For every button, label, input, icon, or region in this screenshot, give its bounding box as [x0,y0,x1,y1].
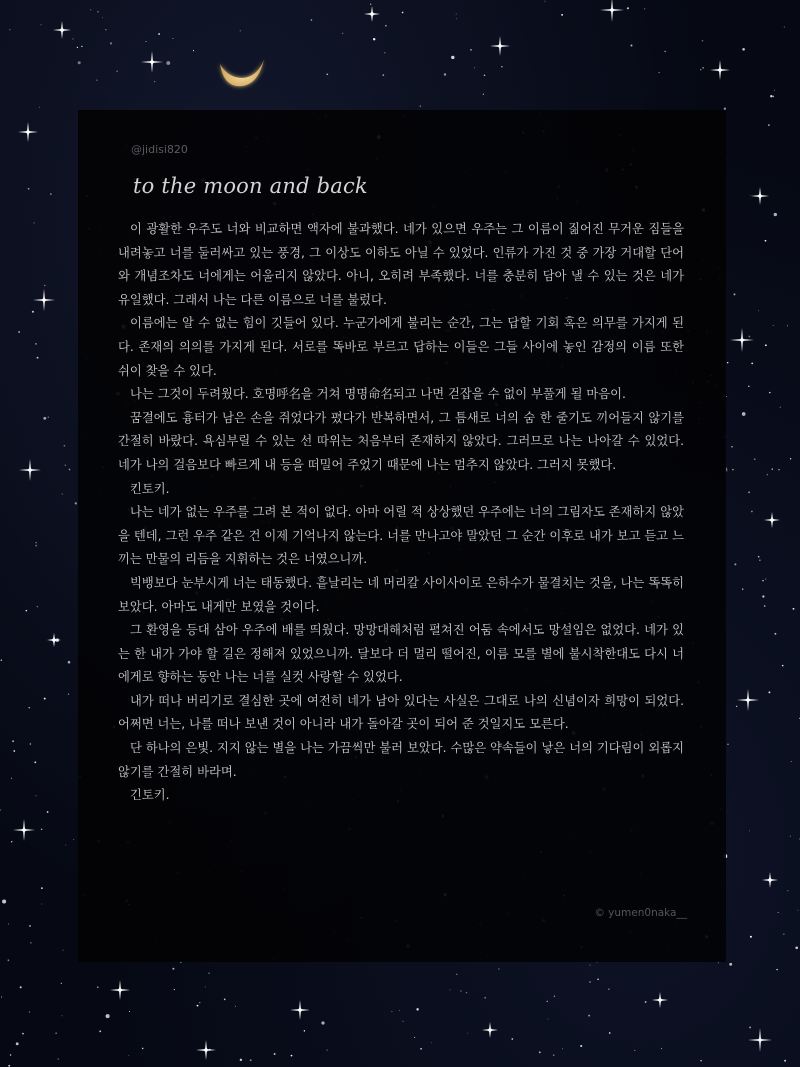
star [41,904,42,905]
image-credit: © yumen0naka__ [594,907,687,919]
star [580,1045,582,1047]
star [765,240,767,242]
star [732,469,734,471]
star [758,556,760,558]
star [61,983,62,984]
star-sparkle-icon [47,633,61,647]
star [456,13,457,14]
star [62,494,63,495]
star [197,1005,199,1007]
star [597,978,599,980]
star [444,73,446,75]
star [751,511,753,513]
star [250,1059,252,1061]
star [64,445,66,447]
star [145,41,146,42]
star [205,986,206,987]
star-sparkle-icon [364,6,380,22]
star [782,665,784,667]
star [370,4,371,5]
paragraph-7: 빅뱅보다 눈부시게 너는 태동했다. 흩날리는 네 머리칼 사이사이로 은하수가 물결치는 것을, 나는 똑똑히 보았다. 아마도 내게만 보였을 것이다. [118,575,684,614]
star [63,950,64,951]
star-sparkle-icon [737,689,759,711]
star [208,972,210,974]
star-sparkle-icon [141,51,163,73]
star [75,502,77,504]
star [700,69,702,71]
star-sparkle-icon [652,992,668,1008]
star [65,465,66,466]
paragraph-3: 나는 그것이 두려웠다. 호명呼名을 거쳐 명명命名되고 나면 걷잡을 수 없이 부풀게 될 마음이. [130,387,626,402]
star [342,33,343,34]
star [32,311,34,313]
star [50,193,51,194]
star [327,1050,328,1051]
star [718,962,719,963]
star [467,1033,468,1034]
star [634,1050,635,1051]
star-sparkle-icon [748,1028,772,1052]
star [742,412,746,416]
star [43,417,46,420]
star [29,925,31,927]
star [466,992,468,994]
star [30,743,32,745]
star [765,578,766,579]
star [769,392,770,393]
star [589,981,590,982]
star [754,458,756,460]
star [8,1065,10,1067]
star [742,48,745,51]
star [608,988,609,989]
star [450,989,451,990]
star [661,1048,662,1049]
star [391,1011,392,1012]
star [128,1055,129,1056]
star-sparkle-icon [710,60,730,80]
star [235,1006,236,1007]
star [420,105,422,107]
star [748,336,750,338]
star [736,706,737,707]
star [174,989,175,990]
star-sparkle-icon [33,289,55,311]
star [768,124,769,125]
star [106,1014,110,1018]
star [416,1008,418,1010]
star [631,45,633,47]
star [311,19,313,21]
star [240,30,241,31]
star [35,343,36,344]
star [68,661,71,664]
star [561,14,563,16]
star [460,990,461,991]
star [12,740,14,742]
paragraph-1: 이 광활한 우주도 너와 비교하면 액자에 불과했다. 네가 있으면 우주는 그 이름이 짊어진 무거운 짐들을 내려놓고 너를 둘러싸고 있는 풍경, 그 이상도 이하도 아닐 수 있었다. 인류가 가진 것 중 가장 거대할 단어와 개념조차도 너에게는 어울리지 않았다. 아니, 오히려 부족했다. 너를 충분히 담아 낼 수 있는 것은 네가 유일했다. 그래서 나는 다른 이름으로 너를 불렀다. [118,222,684,307]
star [778,912,779,913]
star [431,1042,432,1043]
star [65,845,66,846]
star [768,691,770,693]
star-sparkle-icon [18,122,38,142]
star [73,839,74,840]
star [22,1033,24,1035]
star [776,969,777,970]
star [748,491,750,493]
star [99,1030,101,1032]
story-body [118,218,684,808]
star [1,659,2,660]
star [26,610,28,612]
star [778,469,779,470]
star [498,969,499,970]
star [110,42,112,44]
star [41,829,42,830]
star [11,778,12,779]
star [588,1015,590,1017]
star [274,1053,276,1055]
star [326,73,328,75]
star [0,810,1,811]
star [797,910,798,911]
star [166,61,170,65]
star [44,698,46,700]
paragraph-10: 단 하나의 은빛. 지지 않는 별을 나는 가끔씩만 불러 보았다. 수많은 약속들이 낳은 너의 기다림이 외롭지 않기를 간절히 바라며. [118,741,684,779]
star [158,33,160,35]
star [759,559,761,561]
star [727,362,728,363]
star [11,841,12,842]
star [13,750,15,752]
star [790,836,791,837]
star [39,107,40,108]
star [664,51,665,52]
star [16,1042,19,1045]
star [29,707,30,708]
star [547,1001,548,1002]
star [780,407,781,408]
star [774,633,776,635]
star [772,96,774,98]
star [96,80,97,81]
star [154,81,155,82]
star [750,936,752,938]
star [762,595,764,597]
star [35,545,37,547]
star [8,959,10,961]
star [590,965,591,966]
star [97,986,98,987]
star [78,61,81,64]
star [774,213,777,216]
star-sparkle-icon [19,459,41,481]
star [484,997,486,999]
star [41,887,43,889]
star-sparkle-icon [490,36,510,56]
paragraph-11: 긴토키. [130,788,170,803]
star [484,75,486,77]
star [18,331,20,333]
star [37,606,38,607]
star [627,7,629,9]
star [69,469,71,471]
star [729,963,732,966]
star [1,997,2,998]
star [734,563,736,565]
star [762,580,763,581]
star [758,310,759,311]
star [34,761,36,763]
star [734,293,736,295]
star [414,1037,415,1038]
star [44,285,45,286]
star-sparkle-icon [762,872,778,888]
story-title: to the moon and back [133,174,368,198]
star [456,18,457,19]
star [501,66,502,67]
star [702,40,704,42]
star [774,90,775,91]
star [702,67,704,69]
star [105,29,106,30]
star [29,1011,30,1012]
star [68,694,69,695]
star [193,50,194,51]
star [399,1010,400,1011]
star [609,1032,611,1034]
star [749,830,750,831]
star [97,11,99,13]
star [34,222,35,223]
star [72,38,73,39]
star [382,74,384,76]
crescent-moon-icon [214,44,266,96]
star [36,795,37,796]
star [511,1038,513,1040]
star [749,1026,751,1028]
star [748,386,749,387]
paragraph-8: 그 환영을 등대 삼아 우주에 배를 띄웠다. 망망대해처럼 펼쳐진 어둠 속에서도 망설임은 없었다. 네가 있는 한 내가 가야 할 길은 정해져 있었으니까. 달보다 더 멀리 떨어진, 이름 모를 별에 불시착한대도 다시 너에게로 향하는 동안 나는 너를 실컷 사랑할 수 있었다. [118,623,684,685]
star [41,24,42,25]
star [659,72,660,73]
star [791,761,792,762]
star [731,446,733,448]
star [772,468,773,469]
star [2,899,6,903]
paragraph-5: 킨토키. [130,481,170,496]
star [385,25,386,26]
star [420,1048,422,1050]
star [554,996,555,997]
star [58,1058,59,1059]
star [765,344,767,346]
star [36,542,37,543]
star [402,1021,403,1022]
star [562,1048,563,1049]
star [764,605,766,607]
star-sparkle-icon [764,512,780,528]
star [373,38,375,40]
star-sparkle-icon [290,1000,310,1020]
star [30,942,31,943]
star [291,1055,293,1057]
star [553,1054,555,1056]
star-sparkle-icon [751,187,769,205]
star [28,188,30,190]
star [727,744,728,745]
star [48,416,49,417]
star [321,1021,324,1024]
star [750,195,751,196]
star [644,8,645,9]
star [47,811,49,813]
star [726,396,727,397]
star [142,1048,144,1050]
star [539,1051,541,1053]
star [61,1015,62,1016]
star [9,29,10,30]
star [483,94,484,95]
star [795,946,798,949]
star [783,934,784,935]
star [474,67,475,68]
star [10,1054,11,1055]
star [102,17,103,18]
paragraph-2: 이름에는 알 수 없는 힘이 깃들어 있다. 누군가에게 불리는 순간, 그는 답할 기회 혹은 의무를 가지게 된다. 존재의 의의를 가지게 된다. 서로를 똑바로 부르고 답하는 이들은 그들 사이에 놓인 감정의 이름 또한 쉬이 찾을 수 있다. [118,316,684,378]
star [742,588,743,589]
star [77,47,78,48]
star-sparkle-icon [196,1040,216,1060]
star [199,1002,200,1003]
star-sparkle-icon [482,1022,498,1038]
star [37,357,39,359]
author-handle: @jidisi820 [131,143,188,156]
star [90,9,91,10]
star-sparkle-icon [730,328,754,352]
star-sparkle-icon [600,0,624,22]
star [784,1060,786,1062]
star [117,71,118,72]
star [224,999,226,1001]
star [384,52,385,53]
star [787,890,788,891]
star [304,1030,305,1031]
star [790,458,791,459]
star-sparkle-icon [110,980,130,1000]
star [172,38,173,39]
star [20,986,22,988]
star [793,608,795,610]
paragraph-9: 내가 떠나 버리기로 결심한 곳에 여전히 네가 남아 있다는 사실은 그대로 나의 신념이자 희망이 되었다. 어쩌면 너는, 나를 떠나 보낸 것이 아니라 내가 돌아갈 곳이 되어 준 것일지도 모른다. [118,693,684,732]
star [240,1059,242,1061]
paragraph-6: 나는 네가 없는 우주를 그려 본 적이 없다. 아마 어릴 적 상상했던 우주에는 너의 그림자도 존재하지 않았을 텐데, 그런 우주 같은 건 이제 기억나지 않는다. 너를 만나고야 말았던 그 순간 이후로 내가 보고 듣고 느끼는 만물의 리듬을 지휘하는 것은 너였으니까. [118,505,684,567]
star [81,46,82,47]
star [456,974,457,975]
star [751,363,753,365]
star [402,12,404,14]
star [784,26,785,27]
star-sparkle-icon [13,819,35,841]
star [55,1032,57,1034]
star [770,95,772,97]
star [545,1,546,2]
star [767,474,769,476]
star [470,49,471,50]
star [645,1001,647,1003]
star-sparkle-icon [53,21,71,39]
star [129,1011,130,1012]
star [451,56,454,59]
star [172,968,174,970]
star [548,1019,549,1020]
star [8,923,9,924]
star [787,325,788,326]
paragraph-4: 꿈결에도 흉터가 남은 손을 쥐었다가 폈다가 반복하면서, 그 틈새로 너의 숨 한 줄기도 끼어들지 않기를 간절히 바랐다. 욕심부릴 수 있는 선 따위는 처음부터 존재하지 않았다. 그러므로 나는 나아갈 수 있었다. 네가 나의 걸음보다 빠르게 내 등을 떠밀어 주었기 때문에 나는 멈추지 않았다. 그러지 못했다. [118,410,684,472]
star [700,1060,701,1061]
star [773,325,774,326]
